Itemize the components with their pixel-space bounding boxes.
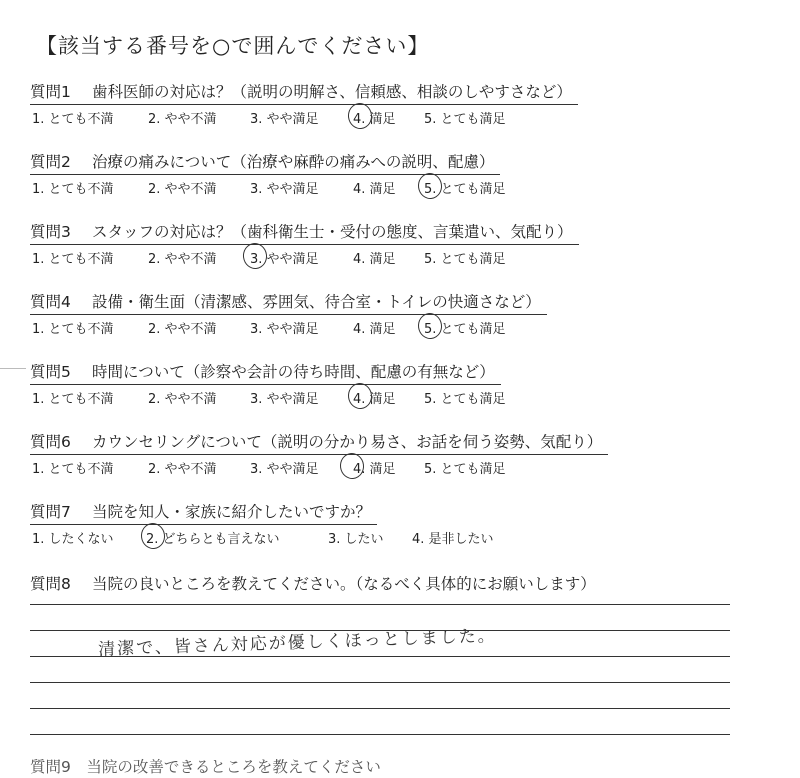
question-2-title [30, 150, 500, 175]
option-1[interactable]: 1. とても不満 [32, 322, 114, 337]
option-3[interactable]: 3. やや満足 [250, 322, 319, 337]
option-4[interactable]: 4. 是非したい [412, 532, 494, 547]
question-1-title [30, 80, 578, 105]
option-5[interactable]: 5. とても満足 [424, 252, 506, 267]
option-5[interactable]: 5. とても満足 [424, 462, 506, 477]
option-4[interactable]: 4. 満足 [353, 462, 396, 477]
option-2[interactable]: 2. やや不満 [148, 392, 217, 407]
question-text: 設備・衛生面（清潔感、雰囲気、待合室・トイレの快適さなど） [92, 293, 541, 311]
option-2[interactable]: 2. やや不満 [148, 112, 217, 127]
question-text: 治療の痛みについて（治療や麻酔の痛みへの説明、配慮） [92, 153, 495, 171]
option-1[interactable]: 1. とても不満 [32, 252, 114, 267]
answer-line [30, 708, 730, 709]
option-5[interactable]: 5. とても満足 [424, 322, 506, 337]
option-4[interactable]: 4. 満足 [353, 322, 396, 337]
scan-artifact-line [0, 368, 26, 369]
question-text: スタッフの対応は？（歯科衛生士・受付の態度、言葉遣い、気配り） [92, 223, 573, 241]
question-number: 質問8 [30, 575, 71, 593]
option-2[interactable]: 2. どちらとも言えない [146, 532, 280, 547]
option-3[interactable]: 3. したい [328, 532, 384, 547]
question-number: 質問5 [30, 363, 71, 381]
question-text: 当院を知人・家族に紹介したいですか？ [92, 503, 372, 521]
option-2[interactable]: 2. やや不満 [148, 182, 217, 197]
option-1[interactable]: 1. とても不満 [32, 112, 114, 127]
option-3[interactable]: 3. やや満足 [250, 252, 319, 267]
question-number: 質問4 [30, 293, 71, 311]
cut-off-question: 質問9 当院の改善できるところを教えてください [30, 758, 381, 776]
question-number: 質問7 [30, 503, 71, 521]
option-4[interactable]: 4. 満足 [353, 252, 396, 267]
option-3[interactable]: 3. やや満足 [250, 392, 319, 407]
option-1[interactable]: 1. したくない [32, 532, 114, 547]
option-5[interactable]: 5. とても満足 [424, 392, 506, 407]
option-2[interactable]: 2. やや不満 [148, 322, 217, 337]
option-4[interactable]: 4. 満足 [353, 112, 396, 127]
answer-line [30, 682, 730, 683]
option-4[interactable]: 4. 満足 [353, 182, 396, 197]
handwritten-answer: 清潔で、皆さん対応が優しくほっとしました。 [97, 626, 497, 660]
question-number: 質問1 [30, 83, 71, 101]
question-8-title [30, 572, 602, 596]
option-5[interactable]: 5. とても満足 [424, 112, 506, 127]
page-heading: 【該当する番号を○で囲んでください】 [36, 34, 430, 58]
option-3[interactable]: 3. やや満足 [250, 112, 319, 127]
option-1[interactable]: 1. とても不満 [32, 462, 114, 477]
answer-line [30, 604, 730, 605]
question-text: 時間について（診察や会計の待ち時間、配慮の有無など） [92, 363, 495, 381]
answer-line [30, 734, 730, 735]
question-number: 質問3 [30, 223, 71, 241]
question-text: 歯科医師の対応は？（説明の明解さ、信頼感、相談のしやすさなど） [92, 83, 572, 101]
option-3[interactable]: 3. やや満足 [250, 182, 319, 197]
option-3[interactable]: 3. やや満足 [250, 462, 319, 477]
option-1[interactable]: 1. とても不満 [32, 182, 114, 197]
question-3-title [30, 220, 579, 245]
question-7-title [30, 500, 377, 525]
question-number: 質問6 [30, 433, 71, 451]
option-4[interactable]: 4. 満足 [353, 392, 396, 407]
question-6-title [30, 430, 608, 455]
option-5[interactable]: 5. とても満足 [424, 182, 506, 197]
question-number: 質問2 [30, 153, 71, 171]
question-5-title [30, 360, 501, 385]
question-text: カウンセリングについて（説明の分かり易さ、お話を伺う姿勢、気配り） [92, 433, 603, 451]
option-1[interactable]: 1. とても不満 [32, 392, 114, 407]
option-2[interactable]: 2. やや不満 [148, 252, 217, 267]
option-2[interactable]: 2. やや不満 [148, 462, 217, 477]
question-text: 当院の良いところを教えてください。（なるべく具体的にお願いします） [92, 575, 596, 593]
question-4-title [30, 290, 547, 315]
